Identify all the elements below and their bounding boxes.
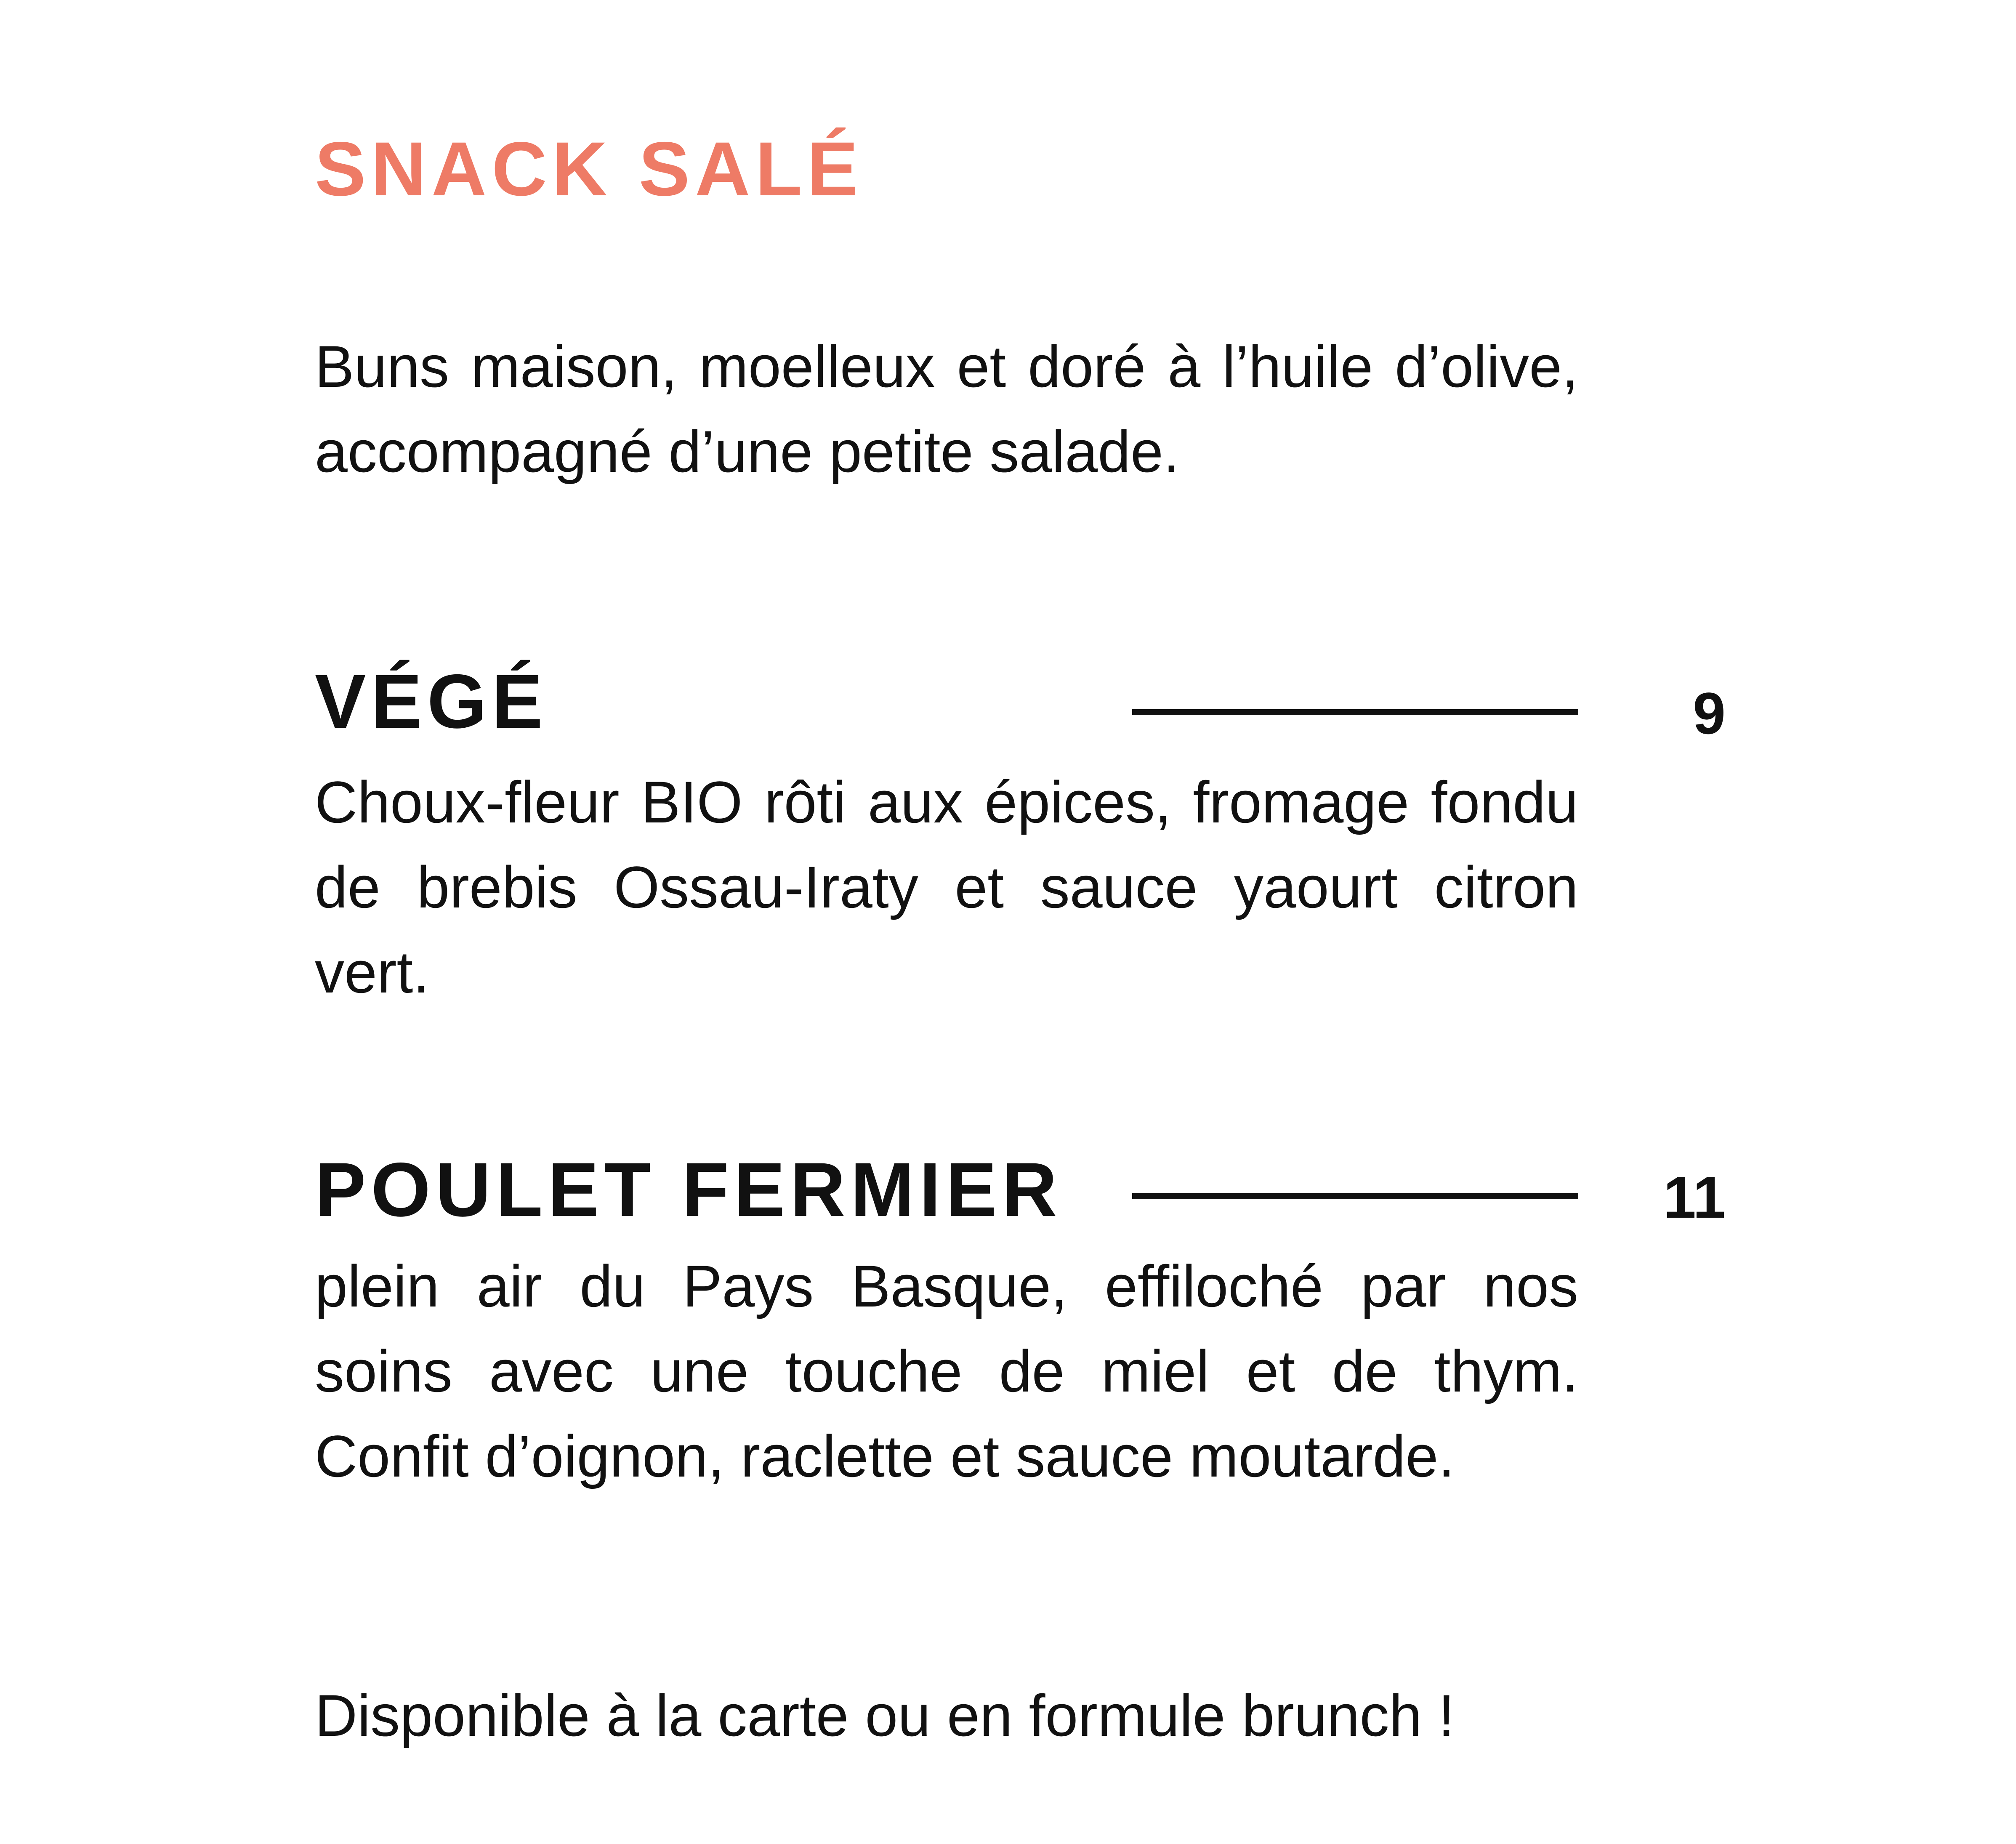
item-divider-line	[1132, 709, 1578, 715]
section-title: SNACK SALÉ	[315, 126, 864, 212]
section-intro: Buns maison, moelleux et doré à l’huile d’olive, accompagné d’une petite salade.	[315, 333, 1578, 484]
footer-note: Disponible à la carte ou en formule brunch !	[315, 1682, 1455, 1748]
menu-item-name: VÉGÉ	[315, 658, 548, 744]
menu-item-price: 11	[1663, 1164, 1726, 1230]
menu-item-name: POULET FERMIER	[315, 1147, 1062, 1232]
menu-item-description: Choux-fleur BIO rôti aux épices, fromage fondu de brebis Ossau-Iraty et sauce yaourt citron vert.	[315, 769, 1578, 1005]
menu-item-description: plein air du Pays Basque, effiloché par nos soins avec une touche de miel et de thym. Confit d’oignon, raclette et sauce moutarde.	[315, 1253, 1578, 1489]
menu-item-price: 9	[1693, 680, 1726, 746]
item-divider-line	[1132, 1193, 1578, 1199]
